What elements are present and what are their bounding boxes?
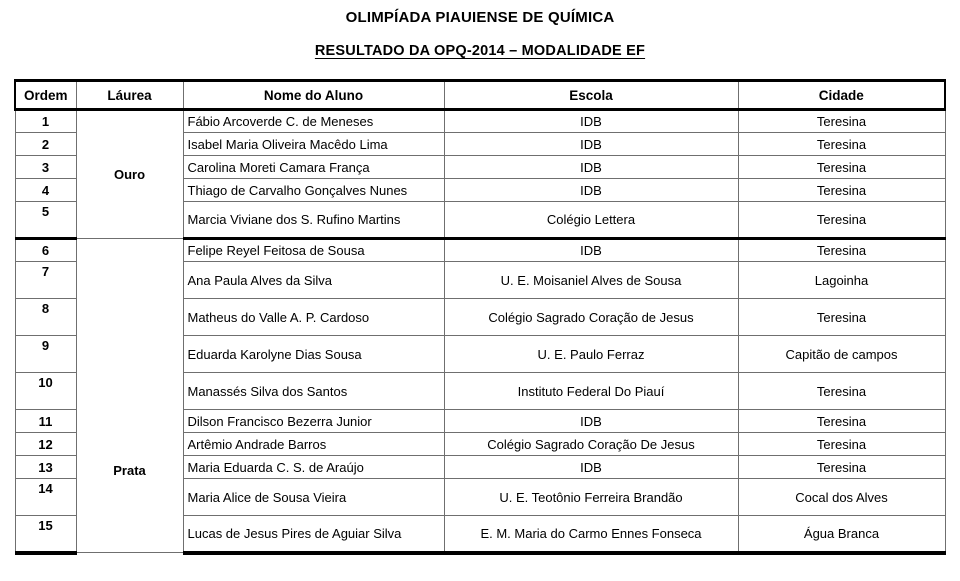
page-subtitle: [0, 41, 960, 61]
cell-nome: Eduarda Karolyne Dias Sousa: [183, 336, 444, 373]
cell-ordem: 3: [15, 156, 76, 179]
cell-escola: IDB: [444, 239, 738, 262]
table-header-row: [15, 81, 945, 110]
column-header-ordem: Ordem: [15, 81, 76, 110]
cell-escola: U. E. Paulo Ferraz: [444, 336, 738, 373]
cell-nome: Dilson Francisco Bezerra Junior: [183, 410, 444, 433]
page-title: OLIMPÍADA PIAUIENSE DE QUÍMICA: [345, 9, 615, 26]
cell-nome: Matheus do Valle A. P. Cardoso: [183, 299, 444, 336]
cell-ordem: 1: [15, 110, 76, 133]
document-header: [0, 0, 960, 61]
cell-nome: Thiago de Carvalho Gonçalves Nunes: [183, 179, 444, 202]
table-row: [15, 239, 945, 262]
cell-nome: Maria Eduarda C. S. de Araújo: [183, 456, 444, 479]
cell-cidade: Teresina: [738, 179, 945, 202]
cell-nome: Carolina Moreti Camara França: [183, 156, 444, 179]
cell-escola: IDB: [444, 456, 738, 479]
cell-ordem: 14: [15, 479, 76, 516]
cell-nome: Felipe Reyel Feitosa de Sousa: [183, 239, 444, 262]
cell-laurea: Prata: [76, 239, 183, 553]
cell-escola: IDB: [444, 410, 738, 433]
cell-cidade: Teresina: [738, 410, 945, 433]
cell-cidade: Cocal dos Alves: [738, 479, 945, 516]
table-body: [15, 110, 945, 553]
cell-ordem: 9: [15, 336, 76, 373]
cell-cidade: Lagoinha: [738, 262, 945, 299]
cell-ordem: 10: [15, 373, 76, 410]
cell-nome: Artêmio Andrade Barros: [183, 433, 444, 456]
cell-ordem: 8: [15, 299, 76, 336]
cell-escola: IDB: [444, 179, 738, 202]
cell-cidade: Teresina: [738, 202, 945, 239]
cell-cidade: Teresina: [738, 373, 945, 410]
cell-cidade: Teresina: [738, 110, 945, 133]
cell-escola: Instituto Federal Do Piauí: [444, 373, 738, 410]
cell-laurea: Ouro: [76, 110, 183, 239]
cell-nome: Marcia Viviane dos S. Rufino Martins: [183, 202, 444, 239]
cell-escola: IDB: [444, 133, 738, 156]
cell-cidade: Teresina: [738, 133, 945, 156]
cell-escola: Colégio Sagrado Coração De Jesus: [444, 433, 738, 456]
cell-escola: U. E. Teotônio Ferreira Brandão: [444, 479, 738, 516]
cell-ordem: 11: [15, 410, 76, 433]
cell-escola: Colégio Sagrado Coração de Jesus: [444, 299, 738, 336]
cell-ordem: 2: [15, 133, 76, 156]
page-subtitle-text: RESULTADO DA OPQ-2014 – MODALIDADE EF: [314, 43, 646, 59]
results-table-container: [14, 79, 944, 555]
cell-cidade: Teresina: [738, 156, 945, 179]
cell-nome: Maria Alice de Sousa Vieira: [183, 479, 444, 516]
cell-escola: IDB: [444, 110, 738, 133]
cell-cidade: Teresina: [738, 433, 945, 456]
cell-ordem: 5: [15, 202, 76, 239]
cell-ordem: 4: [15, 179, 76, 202]
cell-escola: IDB: [444, 156, 738, 179]
cell-nome: Isabel Maria Oliveira Macêdo Lima: [183, 133, 444, 156]
cell-escola: E. M. Maria do Carmo Ennes Fonseca: [444, 516, 738, 553]
cell-escola: Colégio Lettera: [444, 202, 738, 239]
cell-ordem: 15: [15, 516, 76, 553]
cell-ordem: 13: [15, 456, 76, 479]
cell-ordem: 6: [15, 239, 76, 262]
cell-ordem: 12: [15, 433, 76, 456]
cell-nome: Fábio Arcoverde C. de Meneses: [183, 110, 444, 133]
column-header-nome: Nome do Aluno: [183, 81, 444, 110]
column-header-cidade: Cidade: [738, 81, 945, 110]
cell-cidade: Teresina: [738, 239, 945, 262]
table-row: [15, 110, 945, 133]
cell-nome: Manassés Silva dos Santos: [183, 373, 444, 410]
cell-ordem: 7: [15, 262, 76, 299]
cell-cidade: Teresina: [738, 456, 945, 479]
cell-cidade: Água Branca: [738, 516, 945, 553]
cell-nome: Lucas de Jesus Pires de Aguiar Silva: [183, 516, 444, 553]
cell-escola: U. E. Moisaniel Alves de Sousa: [444, 262, 738, 299]
column-header-laurea: Láurea: [76, 81, 183, 110]
cell-cidade: Teresina: [738, 299, 945, 336]
results-table: [14, 79, 946, 555]
cell-nome: Ana Paula Alves da Silva: [183, 262, 444, 299]
cell-cidade: Capitão de campos: [738, 336, 945, 373]
column-header-escola: Escola: [444, 81, 738, 110]
